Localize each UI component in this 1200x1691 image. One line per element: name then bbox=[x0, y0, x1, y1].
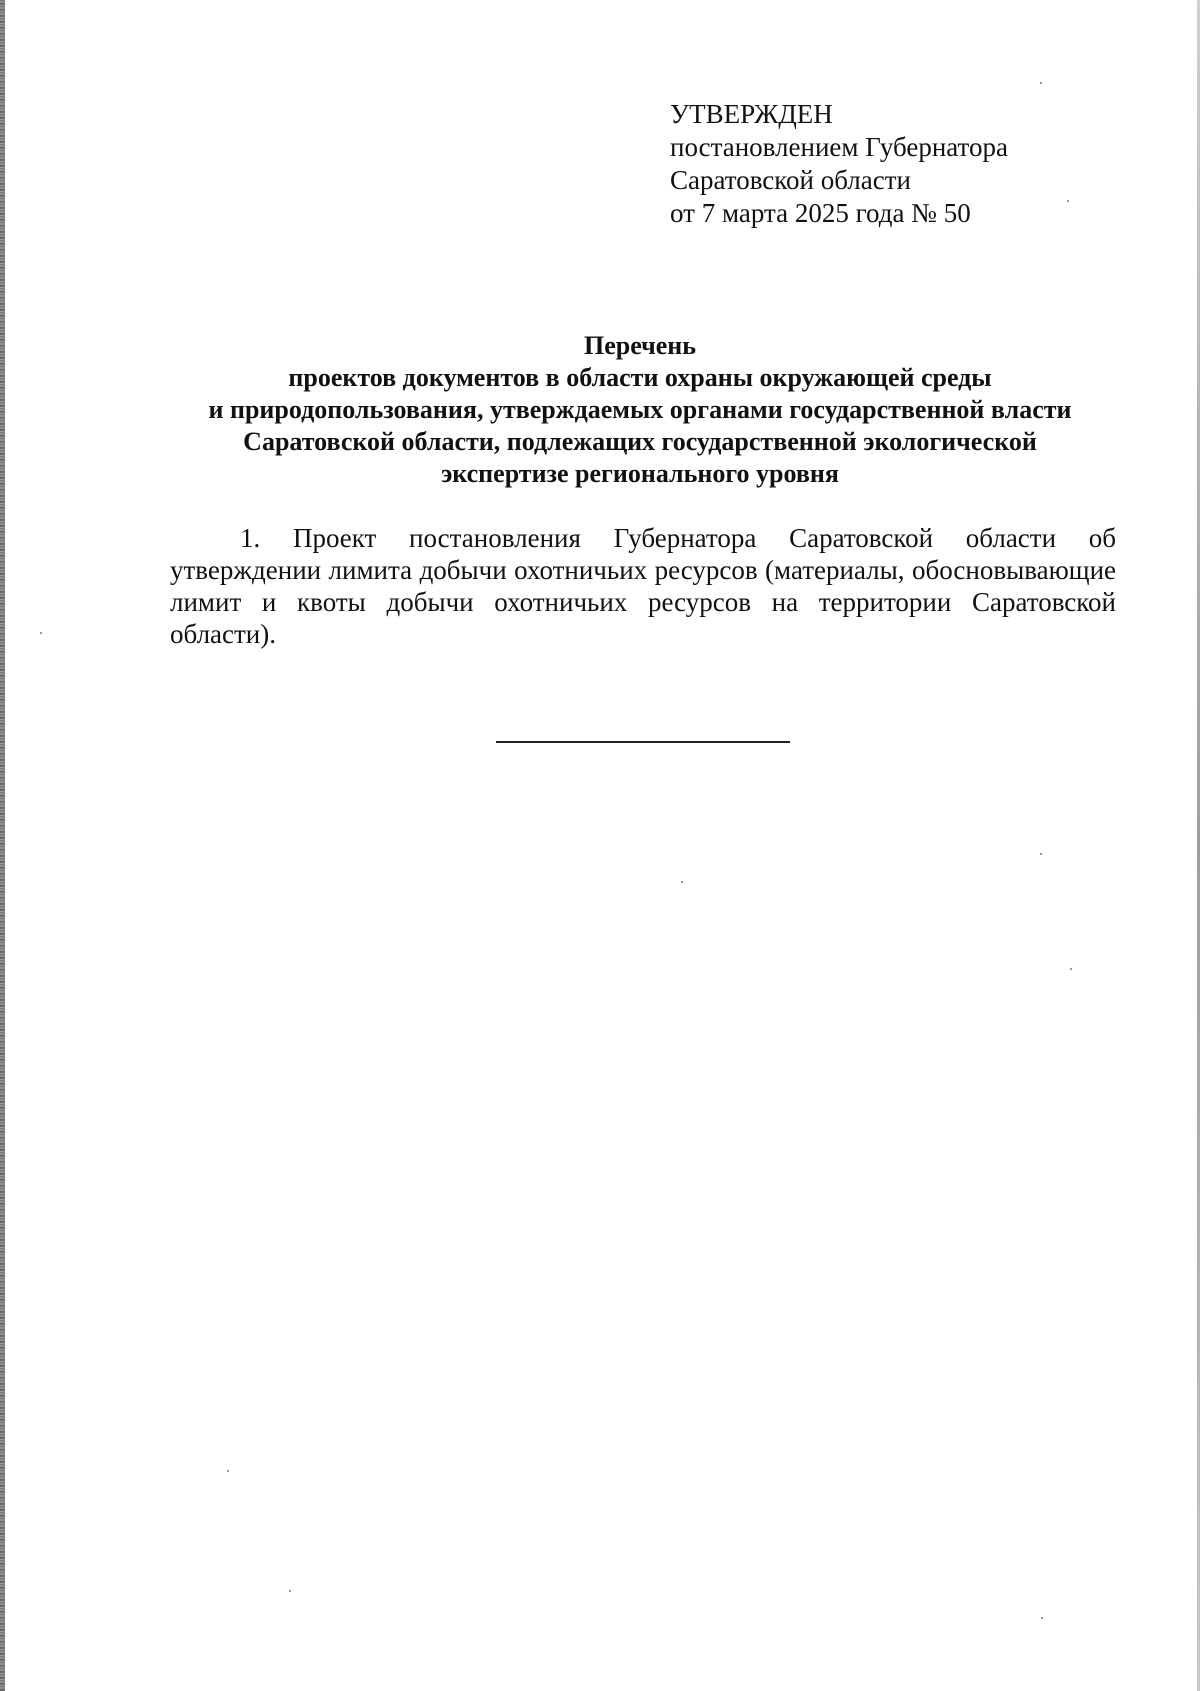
scan-speck bbox=[1067, 200, 1069, 202]
scan-edge-left bbox=[0, 0, 5, 1691]
scan-speck bbox=[289, 1590, 291, 1592]
scan-speck bbox=[1040, 853, 1042, 855]
title-line: Саратовской области, подлежащих государственной экологической bbox=[243, 427, 1037, 456]
scan-speck bbox=[681, 881, 683, 883]
document-title bbox=[160, 330, 1120, 490]
scan-speck bbox=[1070, 968, 1072, 970]
scan-speck bbox=[1040, 82, 1042, 84]
title-line: проектов документов в области охраны окружающей среды bbox=[288, 363, 992, 392]
approval-line-date: от 7 марта 2025 года № 50 bbox=[670, 198, 971, 228]
approval-line-decree: постановлением Губернатора bbox=[670, 132, 1008, 162]
approval-block bbox=[670, 98, 1130, 230]
scan-speck bbox=[1041, 1617, 1043, 1619]
title-heading: Перечень bbox=[583, 331, 697, 360]
scan-speck bbox=[40, 632, 42, 634]
approval-status: УТВЕРЖДЕН bbox=[670, 99, 833, 129]
approval-line-region: Саратовской области bbox=[670, 165, 911, 195]
list-item: 1. Проект постановления Губернатора Саратовской области об утверждении лимита добычи охотничьих ресурсов (материалы, обосновывающие лимит и квоты добычи охотничьих ресурсов на территории Саратовской области). bbox=[170, 523, 1116, 649]
title-line: экспертизе регионального уровня bbox=[441, 459, 839, 488]
title-line: и природопользования, утверждаемых органами государственной власти bbox=[208, 395, 1072, 424]
end-divider bbox=[496, 741, 790, 743]
scan-speck bbox=[227, 1470, 229, 1472]
